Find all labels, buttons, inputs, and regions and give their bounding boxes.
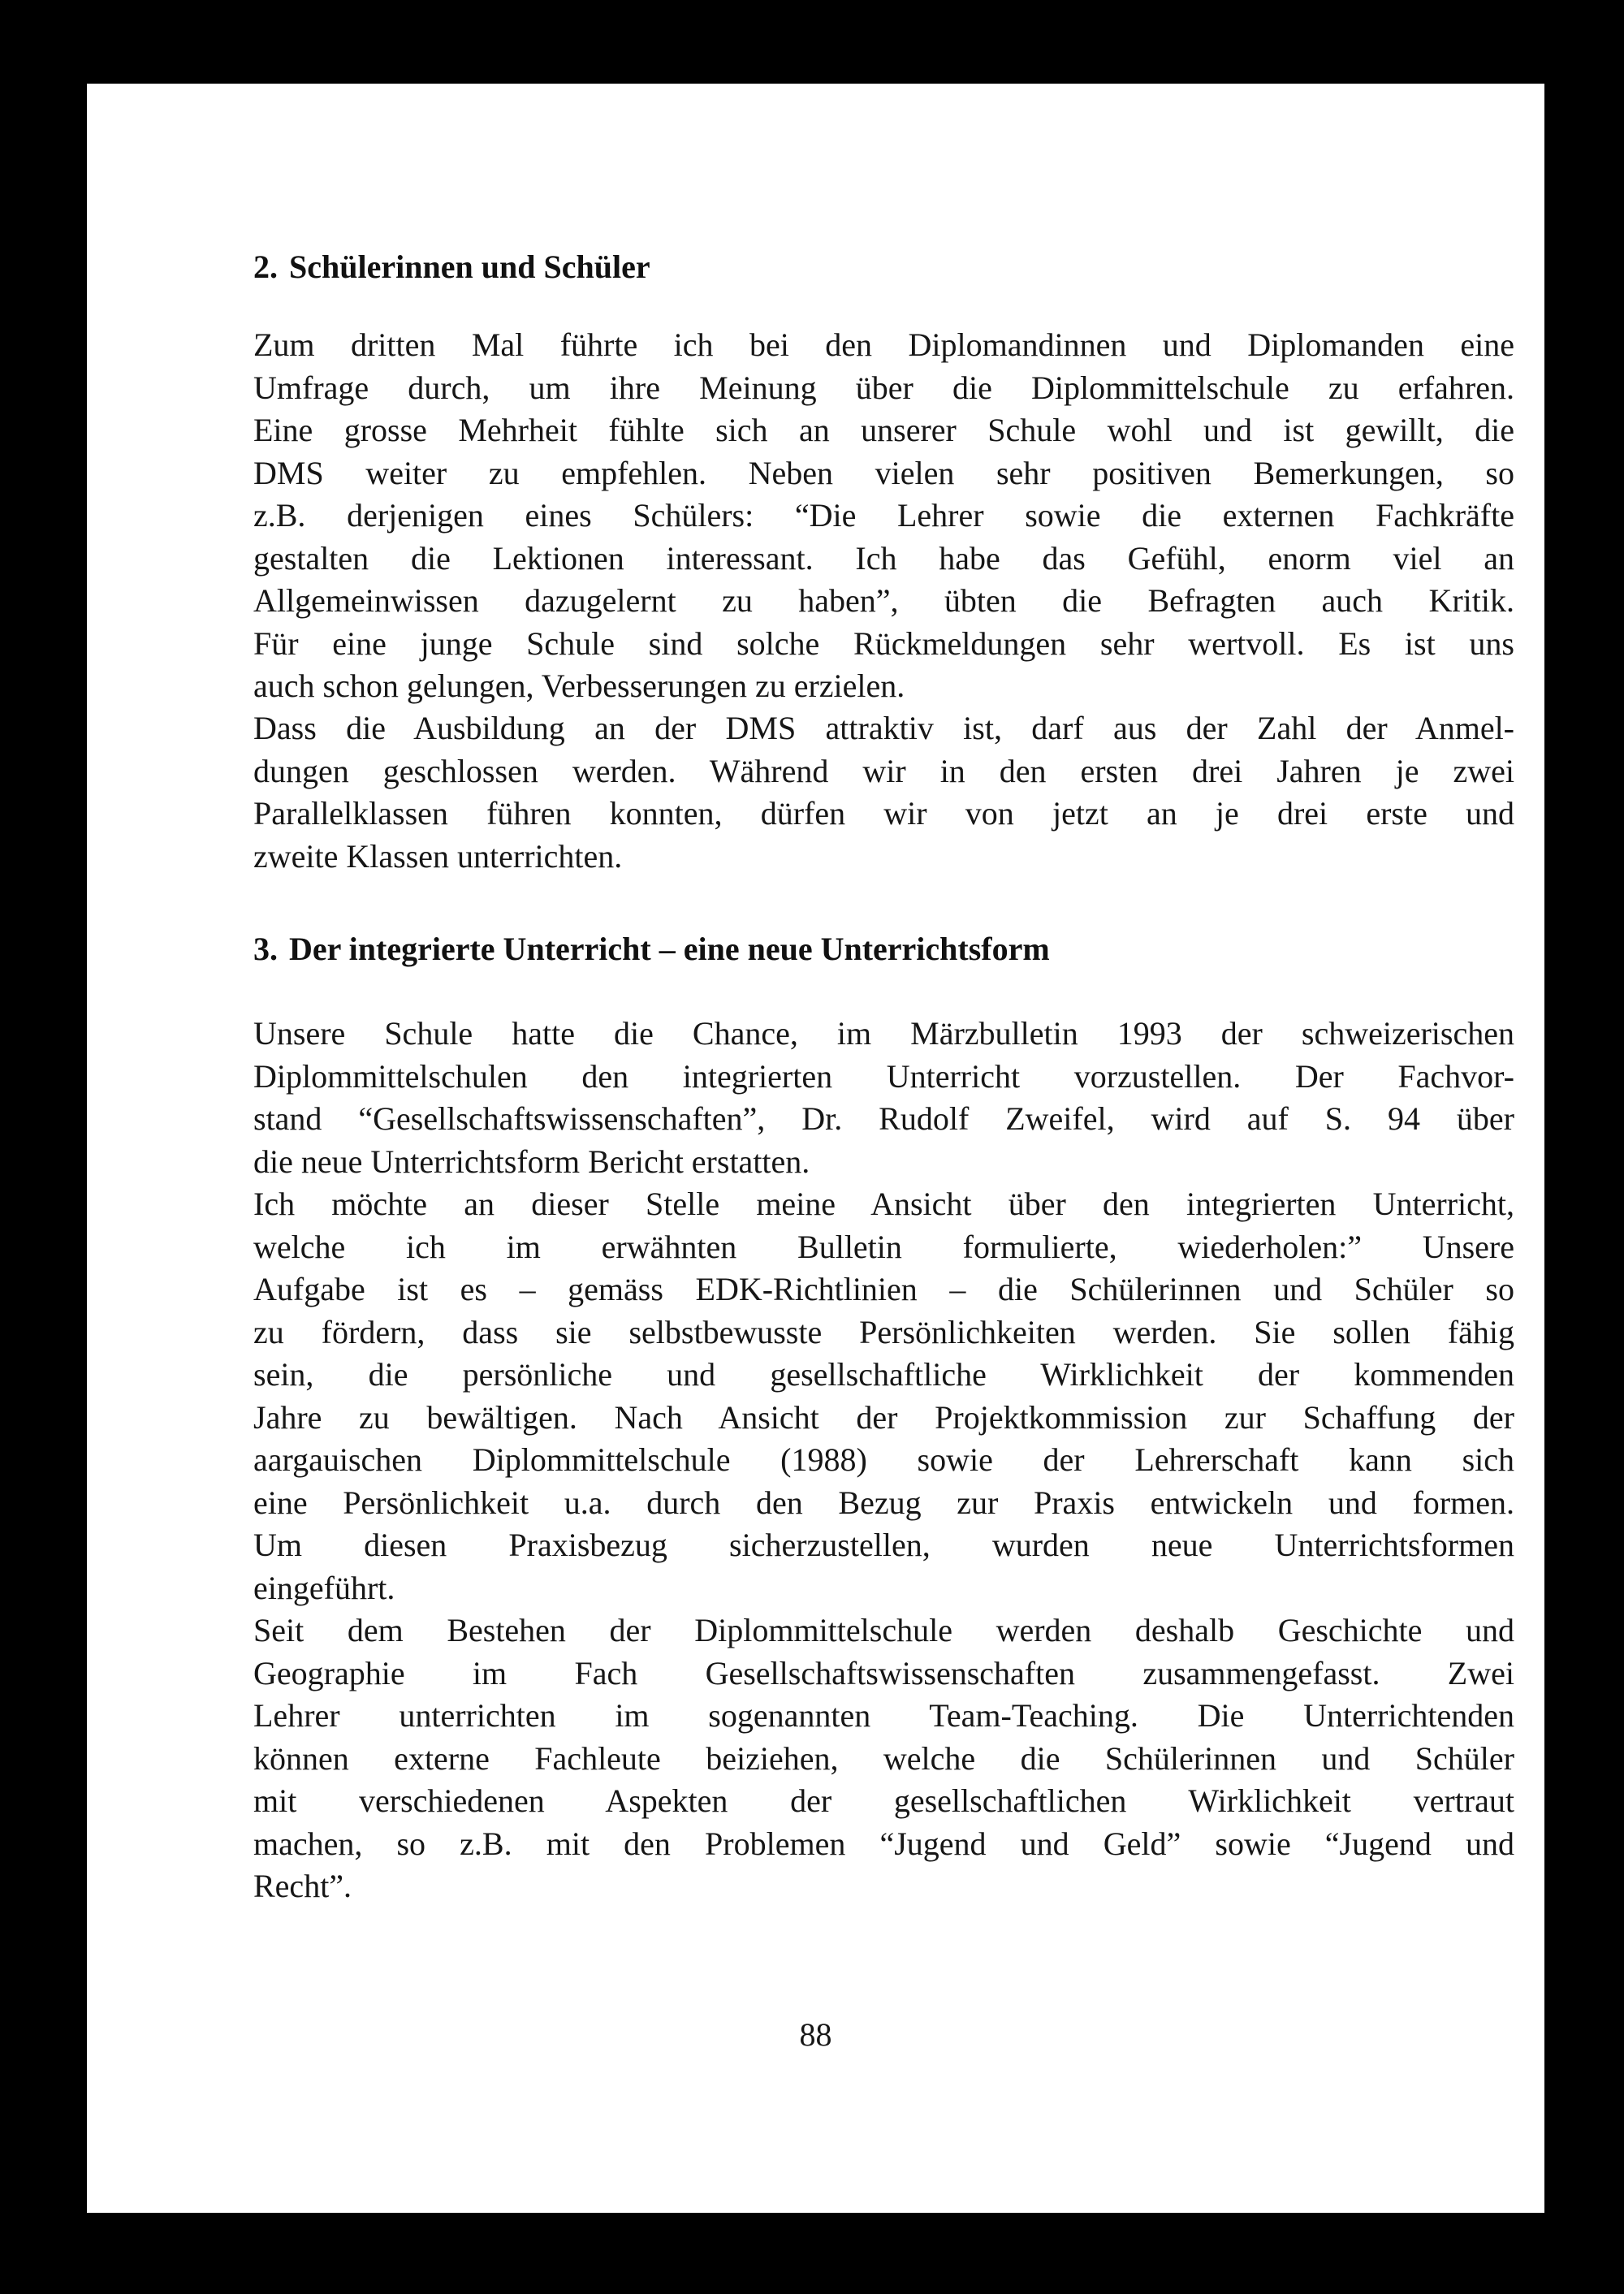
text-line: Recht”. — [253, 1868, 352, 1904]
text-line: Für eine junge Schule sind solche Rückmeldungen sehr wertvoll. Es ist uns — [253, 624, 1514, 662]
text-line: Allgemeinwissen dazugelernt zu haben”, übten die Befragten auch Kritik. — [253, 582, 1514, 619]
text-line: DMS weiter zu empfehlen. Neben vielen sehr positiven Bemerkungen, so — [253, 454, 1514, 491]
text-line: Um diesen Praxisbezug sicherzustellen, wurden neue Unterrichtsformen — [253, 1527, 1514, 1563]
section-3-paragraph-3 — [253, 1609, 1514, 1908]
section-3-paragraph-2 — [253, 1183, 1514, 1609]
text-line: Jahre zu bewältigen. Nach Ansicht der Projektkommission zur Schaffung der — [253, 1398, 1514, 1436]
text-line: Umfrage durch, um ihre Meinung über die Diplommittelschule zu erfahren. — [253, 369, 1514, 406]
text-line: z.B. derjenigen eines Schülers: “Die Lehrer sowie die externen Fachkräfte — [253, 497, 1514, 534]
text-line: Zum dritten Mal führte ich bei den Diplomandinnen und Diplomanden eine — [253, 326, 1514, 363]
text-line: Diplommittelschulen den integrierten Unterricht vorzustellen. Der Fachvor- — [253, 1057, 1514, 1095]
text-line: welche ich im erwähnten Bulletin formulierte, wiederholen:” Unsere — [253, 1228, 1514, 1265]
text-line: zu fördern, dass sie selbstbewusste Persönlichkeiten werden. Sie sollen fähig — [253, 1313, 1514, 1350]
text-line: Seit dem Bestehen der Diplommittelschule werden deshalb Geschichte und — [253, 1612, 1514, 1648]
text-line: stand “Gesellschaftswissenschaften”, Dr. Rudolf Zweifel, wird auf S. 94 über — [253, 1100, 1514, 1137]
section-3-number: 3. — [253, 931, 278, 967]
section-3-paragraph-1 — [253, 1013, 1514, 1183]
text-line: Lehrer unterrichten im sogenannten Team-Teaching. Die Unterrichtenden — [253, 1697, 1514, 1734]
text-line: die neue Unterrichtsform Bericht erstatten. — [253, 1143, 810, 1180]
text-line: Dass die Ausbildung an der DMS attraktiv ist, darf aus der Zahl der Anmel- — [253, 710, 1514, 746]
section-2-heading — [253, 246, 650, 288]
section-3-heading — [253, 928, 1050, 970]
text-line: machen, so z.B. mit den Problemen “Jugend und Geld” sowie “Jugend und — [253, 1825, 1514, 1862]
text-line: zweite Klassen unterrichten. — [253, 837, 623, 875]
text-line: gestalten die Lektionen interessant. Ich habe das Gefühl, enorm viel an — [253, 539, 1514, 577]
page-number: 88 — [799, 2016, 832, 2053]
text-line: auch schon gelungen, Verbesserungen zu erzielen. — [253, 667, 905, 704]
text-line: Unsere Schule hatte die Chance, im Märzbulletin 1993 der schweizerischen — [253, 1015, 1514, 1052]
text-line: Parallelklassen führen konnten, dürfen wir von jetzt an je drei erste und — [253, 795, 1514, 832]
section-2-number: 2. — [253, 248, 278, 285]
text-line: aargauischen Diplommittelschule (1988) sowie der Lehrerschaft kann sich — [253, 1441, 1514, 1478]
text-line: Eine grosse Mehrheit fühlte sich an unserer Schule wohl und ist gewillt, die — [253, 412, 1514, 448]
text-line: eingeführt. — [253, 1569, 395, 1606]
text-line: sein, die persönliche und gesellschaftliche Wirklichkeit der kommenden — [253, 1356, 1514, 1393]
text-line: können externe Fachleute beiziehen, welche die Schülerinnen und Schüler — [253, 1739, 1514, 1777]
text-line: mit verschiedenen Aspekten der gesellschaftlichen Wirklichkeit vertraut — [253, 1782, 1514, 1819]
text-line: eine Persönlichkeit u.a. durch den Bezug zur Praxis entwickeln und formen. — [253, 1484, 1514, 1521]
section-2-paragraph-1 — [253, 324, 1514, 708]
text-line: Geographie im Fach Gesellschaftswissenschaften zusammengefasst. Zwei — [253, 1654, 1514, 1691]
document-page — [87, 84, 1544, 2213]
text-line: Aufgabe ist es – gemäss EDK-Richtlinien – die Schülerinnen und Schüler so — [253, 1271, 1514, 1307]
text-line: dungen geschlossen werden. Während wir in den ersten drei Jahren je zwei — [253, 752, 1514, 789]
section-2-paragraph-2 — [253, 707, 1514, 878]
section-2-title: Schülerinnen und Schüler — [289, 248, 650, 285]
section-3-title: Der integrierte Unterricht – eine neue Unterrichtsform — [289, 931, 1050, 967]
text-line: Ich möchte an dieser Stelle meine Ansicht über den integrierten Unterricht, — [253, 1186, 1514, 1222]
